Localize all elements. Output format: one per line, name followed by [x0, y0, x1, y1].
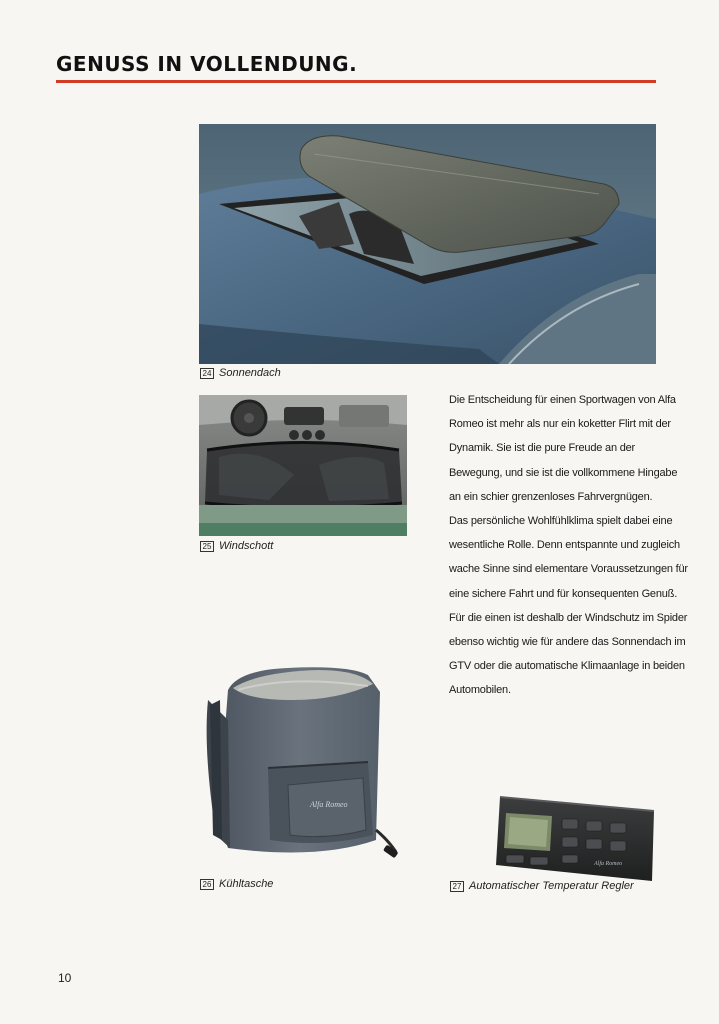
- item-number: 26: [200, 879, 214, 890]
- body-text: [449, 388, 689, 703]
- caption-text: Windschott: [219, 540, 274, 552]
- body-paragraph-1: Die Entscheidung für einen Sportwagen von Alfa Romeo ist mehr als nur ein koketter Flirt mit der Dynamik. Sie ist die pure Freude an der Bewegung, und sie ist die vollkommene Hingabe an ein schier grenzenloses Fahrvergnügen.: [449, 394, 678, 503]
- item-number: 24: [200, 368, 214, 379]
- item-number: 25: [200, 541, 214, 552]
- climate-controller-photo: [494, 791, 658, 883]
- caption-text: Kühltasche: [219, 878, 274, 890]
- caption-kuehltasche: [200, 878, 273, 890]
- item-number: 27: [450, 881, 464, 892]
- caption-sunroof: [200, 367, 281, 379]
- caption-temperatur-regler: [450, 880, 634, 892]
- page-title: GENUSS IN VOLLENDUNG.: [56, 52, 358, 76]
- cooler-bag-photo: [198, 660, 403, 875]
- title-underline: [56, 80, 656, 83]
- caption-text: Sonnendach: [219, 367, 281, 379]
- sunroof-photo: [199, 124, 656, 364]
- windschott-photo: [199, 395, 407, 536]
- page-number: 10: [58, 971, 72, 985]
- bag-brand-text: Alfa Romeo: [310, 800, 348, 809]
- caption-text: Automatischer Temperatur Regler: [469, 880, 634, 892]
- body-paragraph-2: Das persönliche Wohlfühlklima spielt dabei eine wesentliche Rolle. Denn entspannte und zugleich wache Sinne sind elementare Voraussetzungen für eine sichere Fahrt und für konsequenten Genuß. Für die einen ist deshalb der Windschutz im Spider ebenso wichtig wie für andere das Sonnendach im GTV oder die automatische Klimaanlage in beiden Automobilen.: [449, 515, 688, 697]
- controller-brand-text: Alfa Romeo: [594, 861, 623, 867]
- caption-windschott: [200, 540, 273, 552]
